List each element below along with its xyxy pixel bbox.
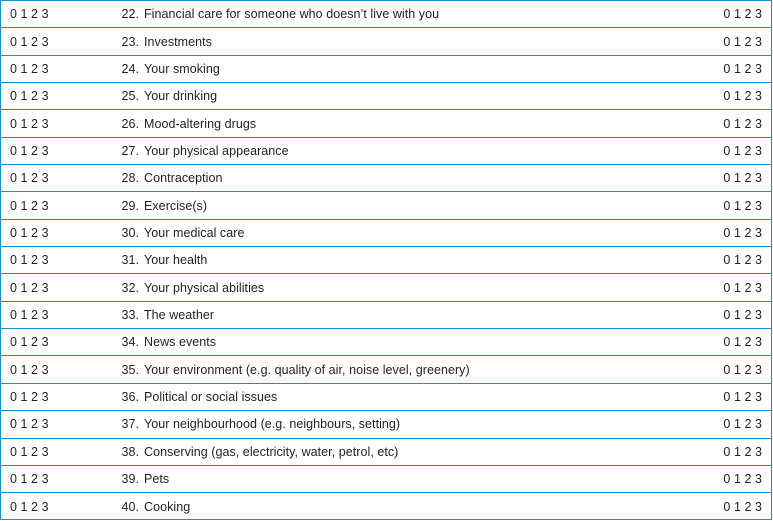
table-row — [1, 247, 771, 274]
right-scale: 0 1 2 3 — [723, 280, 762, 295]
item-number: 26. — [121, 116, 139, 131]
right-scale: 0 1 2 3 — [723, 389, 762, 404]
item-number: 23. — [121, 34, 139, 49]
item-number: 35. — [121, 362, 139, 377]
table-row — [1, 1, 771, 28]
table-row — [1, 110, 771, 137]
right-scale: 0 1 2 3 — [723, 362, 762, 377]
item-label: Your medical care — [144, 225, 245, 240]
left-scale: 0 1 2 3 — [10, 198, 49, 213]
item-number: 24. — [121, 61, 139, 76]
item-number: 31. — [121, 253, 139, 268]
right-scale: 0 1 2 3 — [723, 335, 762, 350]
item-number: 30. — [121, 225, 139, 240]
table-row — [1, 493, 771, 520]
item-label: Exercise(s) — [144, 198, 208, 213]
left-scale: 0 1 2 3 — [10, 362, 49, 377]
right-scale: 0 1 2 3 — [723, 7, 762, 22]
right-scale: 0 1 2 3 — [723, 34, 762, 49]
item-label: Pets — [144, 472, 170, 487]
item-number: 40. — [121, 499, 139, 514]
right-scale: 0 1 2 3 — [723, 143, 762, 158]
item-label: Financial care for someone who doesn’t live with you — [144, 7, 440, 22]
left-scale: 0 1 2 3 — [10, 7, 49, 22]
table-row — [1, 439, 771, 466]
left-scale: 0 1 2 3 — [10, 444, 49, 459]
item-number: 34. — [121, 335, 139, 350]
item-number: 27. — [121, 143, 139, 158]
left-scale: 0 1 2 3 — [10, 499, 49, 514]
item-number: 37. — [121, 417, 139, 432]
item-label: Your drinking — [144, 89, 218, 104]
left-scale: 0 1 2 3 — [10, 89, 49, 104]
table-row — [1, 329, 771, 356]
left-scale: 0 1 2 3 — [10, 472, 49, 487]
table-row — [1, 302, 771, 329]
table-row — [1, 466, 771, 493]
left-scale: 0 1 2 3 — [10, 171, 49, 186]
item-label: Your physical abilities — [144, 280, 265, 295]
right-scale: 0 1 2 3 — [723, 499, 762, 514]
item-label: News events — [144, 335, 217, 350]
left-scale: 0 1 2 3 — [10, 280, 49, 295]
table-row — [1, 165, 771, 192]
item-label: Conserving (gas, electricity, water, petrol, etc) — [144, 444, 399, 459]
table-row — [1, 56, 771, 83]
item-number: 25. — [121, 89, 139, 104]
right-scale: 0 1 2 3 — [723, 472, 762, 487]
item-label: Your smoking — [144, 61, 220, 76]
right-scale: 0 1 2 3 — [723, 61, 762, 76]
item-label: Mood-altering drugs — [144, 116, 257, 131]
item-number: 32. — [121, 280, 139, 295]
item-label: Political or social issues — [144, 389, 278, 404]
item-label: Your health — [144, 253, 208, 268]
right-scale: 0 1 2 3 — [723, 444, 762, 459]
item-label: Your neighbourhood (e.g. neighbours, setting) — [144, 417, 401, 432]
item-number: 36. — [121, 389, 139, 404]
left-scale: 0 1 2 3 — [10, 253, 49, 268]
right-scale: 0 1 2 3 — [723, 198, 762, 213]
right-scale: 0 1 2 3 — [723, 253, 762, 268]
left-scale: 0 1 2 3 — [10, 143, 49, 158]
left-scale: 0 1 2 3 — [10, 34, 49, 49]
table-row — [1, 138, 771, 165]
table-row — [1, 28, 771, 55]
right-scale: 0 1 2 3 — [723, 89, 762, 104]
item-number: 29. — [121, 198, 139, 213]
item-number: 28. — [121, 171, 139, 186]
item-label: Your physical appearance — [144, 143, 289, 158]
item-label: Your environment (e.g. quality of air, noise level, greenery) — [144, 362, 470, 377]
item-number: 33. — [121, 307, 139, 322]
item-label: The weather — [144, 307, 215, 322]
table-row — [1, 220, 771, 247]
right-scale: 0 1 2 3 — [723, 417, 762, 432]
left-scale: 0 1 2 3 — [10, 61, 49, 76]
item-number: 22. — [121, 7, 139, 22]
left-scale: 0 1 2 3 — [10, 307, 49, 322]
right-scale: 0 1 2 3 — [723, 171, 762, 186]
left-scale: 0 1 2 3 — [10, 225, 49, 240]
left-scale: 0 1 2 3 — [10, 116, 49, 131]
table-row — [1, 83, 771, 110]
table-row — [1, 192, 771, 219]
left-scale: 0 1 2 3 — [10, 389, 49, 404]
table-row — [1, 411, 771, 438]
item-number: 38. — [121, 444, 139, 459]
table-row — [1, 356, 771, 383]
left-scale: 0 1 2 3 — [10, 335, 49, 350]
right-scale: 0 1 2 3 — [723, 225, 762, 240]
table-row — [1, 274, 771, 301]
table-row — [1, 384, 771, 411]
right-scale: 0 1 2 3 — [723, 116, 762, 131]
right-scale: 0 1 2 3 — [723, 307, 762, 322]
item-label: Cooking — [144, 499, 191, 514]
item-label: Contraception — [144, 171, 223, 186]
left-scale: 0 1 2 3 — [10, 417, 49, 432]
item-label: Investments — [144, 34, 212, 49]
item-number: 39. — [121, 472, 139, 487]
